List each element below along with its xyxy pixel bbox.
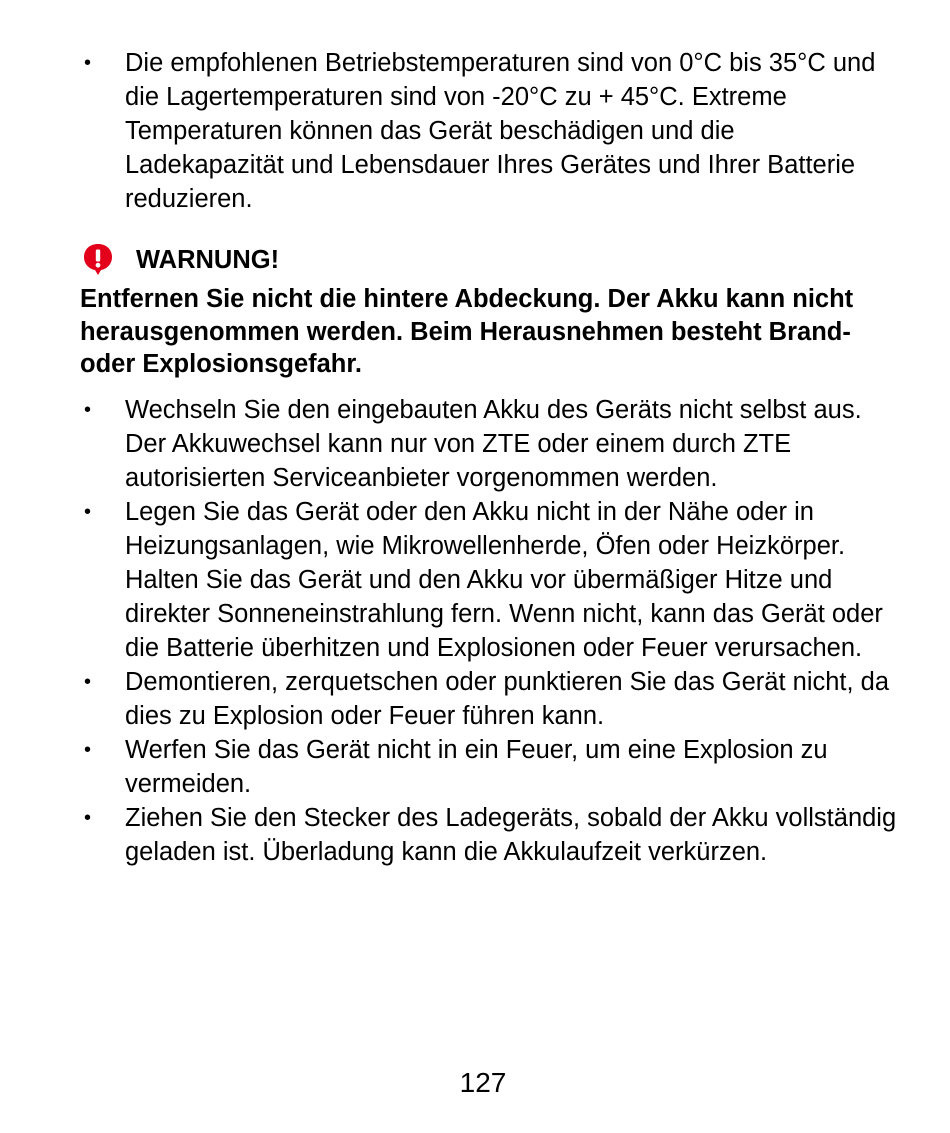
bullet-glyph: • xyxy=(84,398,92,421)
bullet-glyph: • xyxy=(84,500,92,523)
list-item-text: Werfen Sie das Gerät nicht in ein Feuer, um eine Explosion zu vermeiden. xyxy=(125,735,828,798)
bullet-glyph: • xyxy=(84,738,92,761)
intro-bullet-list xyxy=(80,46,900,216)
bullet-glyph: • xyxy=(84,806,92,829)
list-item-text: Demontieren, zerquetschen oder punktieren Sie das Gerät nicht, da dies zu Explosion oder Feuer führen kann. xyxy=(125,667,890,730)
document-page xyxy=(80,46,900,869)
bullet-glyph: • xyxy=(84,670,92,693)
list-item-text: Ziehen Sie den Stecker des Ladegeräts, sobald der Akku vollständig geladen ist. Überladung kann die Akkulaufzeit verkürzen. xyxy=(125,803,897,866)
list-item xyxy=(80,801,900,869)
list-item-text: Die empfohlenen Betriebstemperaturen sind von 0°C bis 35°C und die Lagertemperaturen sind von -20°C zu + 45°C. Extreme Temperaturen können das Gerät beschädigen und die Ladekapazität und Lebensdauer Ihres Gerätes und Ihrer Batterie reduzieren. xyxy=(125,49,876,213)
list-item xyxy=(80,393,900,495)
list-item xyxy=(80,665,900,733)
warning-heading xyxy=(80,240,900,280)
page-number: 127 xyxy=(459,1067,507,1098)
list-item xyxy=(80,495,900,665)
list-item-text: Wechseln Sie den eingebauten Akku des Geräts nicht selbst aus. Der Akkuwechsel kann nur von ZTE oder einem durch ZTE autorisierten Serviceanbieter vorgenommen werden. xyxy=(125,395,862,492)
warning-title: WARNUNG! xyxy=(136,246,280,274)
bullet-list xyxy=(80,393,900,869)
list-item-text: Legen Sie das Gerät oder den Akku nicht in der Nähe oder in Heizungsanlagen, wie Mikrowellenherde, Öfen oder Heizkörper. Halten Sie das Gerät und den Akku vor übermäßiger Hitze und direkter Sonneneinstrahlung fern. Wenn nicht, kann das Gerät oder die Batterie überhitzen und Explosionen oder Feuer verursachen. xyxy=(125,497,883,662)
bullet-glyph: • xyxy=(84,52,92,74)
list-item xyxy=(80,733,900,801)
list-item xyxy=(80,46,900,216)
warning-text: Entfernen Sie nicht die hintere Abdeckung. Der Akku kann nicht herausgenommen werden. Beim Herausnehmen besteht Brand- oder Explosionsgefahr. xyxy=(80,285,854,378)
warning-icon xyxy=(80,242,116,278)
